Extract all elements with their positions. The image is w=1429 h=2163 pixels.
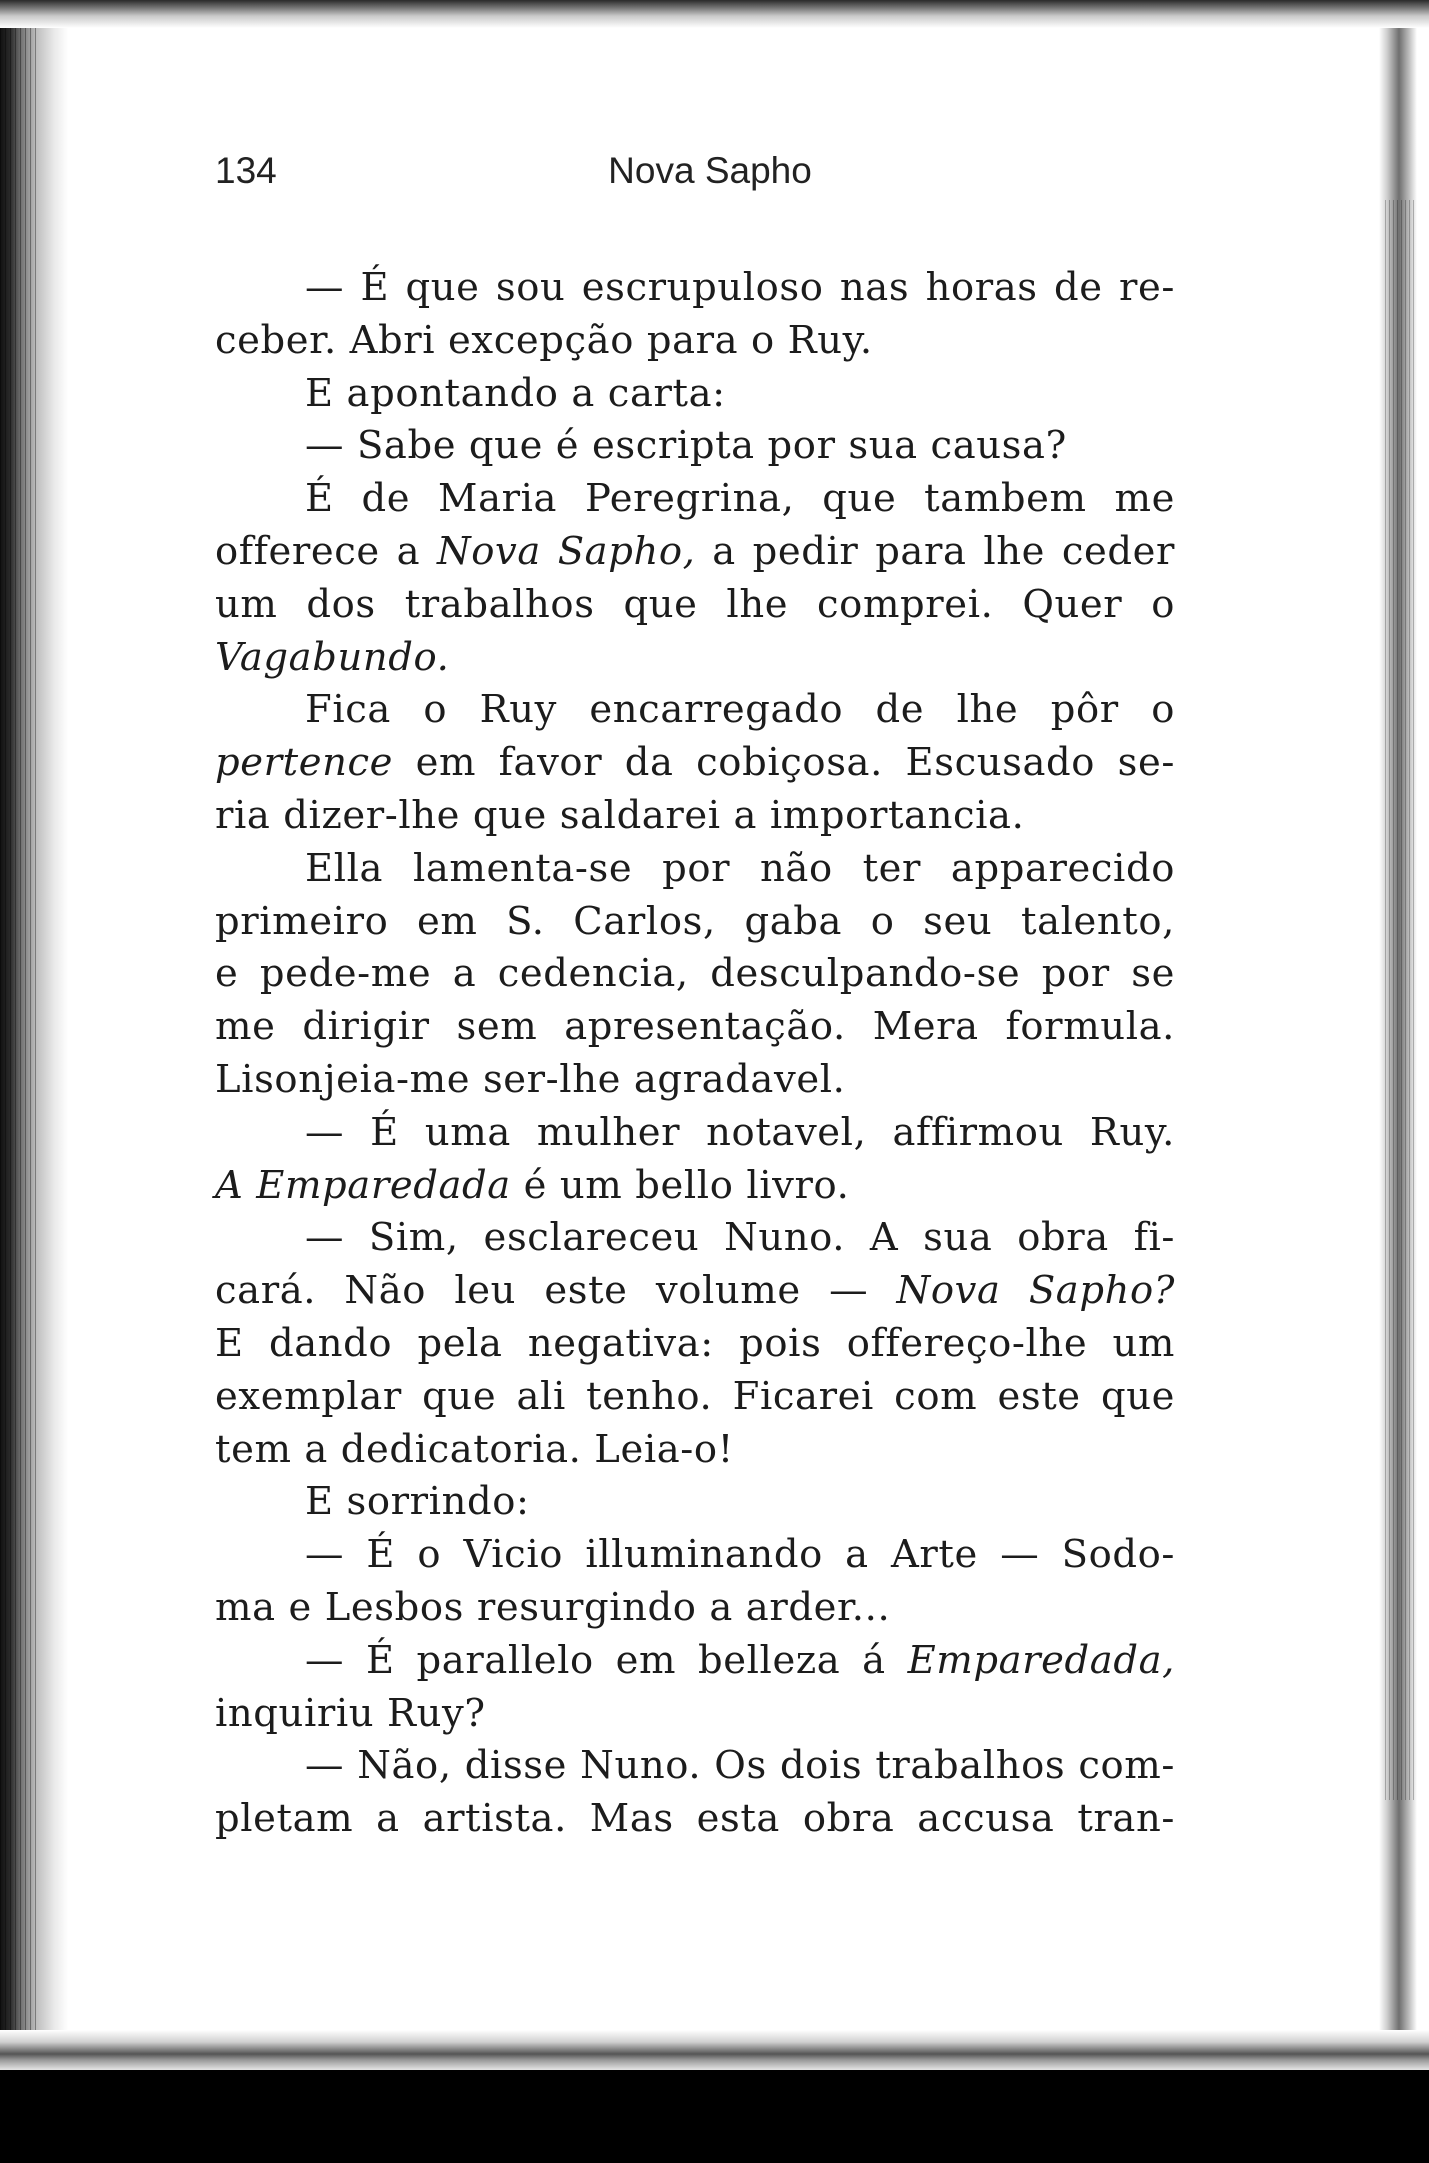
scan-background-bar xyxy=(0,2070,1429,2163)
text-line xyxy=(215,368,1175,421)
text-segment: Fica o Ruy encarregado de lhe pôr o xyxy=(305,687,1175,733)
text-segment: — É uma mulher notavel, affirmou Ruy. xyxy=(305,1109,1175,1155)
italic-text: Vagabundo. xyxy=(215,634,450,680)
text-segment: E dando pela negativa: pois offereço-lhe um xyxy=(215,1320,1175,1366)
text-segment: E apontando a carta: xyxy=(305,370,726,416)
text-line xyxy=(215,1793,1175,1846)
text-segment: ceber. Abri excepção para o Ruy. xyxy=(215,317,873,363)
text-line xyxy=(215,1635,1175,1688)
text-segment: inquiriu Ruy? xyxy=(215,1690,486,1736)
bottom-scan-border xyxy=(0,2030,1429,2070)
text-line xyxy=(215,1688,1175,1741)
text-line xyxy=(215,579,1175,632)
text-segment: E sorrindo: xyxy=(305,1479,530,1525)
text-line xyxy=(215,684,1175,737)
text-line xyxy=(215,1424,1175,1477)
text-segment: pletam a artista. Mas esta obra accusa tran- xyxy=(215,1796,1175,1842)
text-segment: exemplar que ali tenho. Ficarei com este que xyxy=(215,1373,1175,1419)
text-line xyxy=(215,843,1175,896)
italic-text: Nova Sapho? xyxy=(896,1268,1176,1314)
text-line xyxy=(215,1107,1175,1160)
italic-text: Emparedada, xyxy=(907,1637,1175,1683)
text-line xyxy=(215,1476,1175,1529)
text-line xyxy=(215,632,1175,685)
text-segment: Ella lamenta-se por não ter apparecido xyxy=(305,845,1175,891)
italic-text: pertence xyxy=(215,740,394,786)
top-scan-border xyxy=(0,0,1429,28)
text-segment: — É o Vicio illuminando a Arte — Sodo- xyxy=(305,1532,1175,1578)
text-line xyxy=(215,737,1175,790)
text-line xyxy=(215,896,1175,949)
text-line xyxy=(215,1160,1175,1213)
running-title: Nova Sapho xyxy=(608,150,812,191)
text-line xyxy=(215,948,1175,1001)
text-segment: tem a dedicatoria. Leia-o! xyxy=(215,1426,734,1472)
text-segment: É de Maria Peregrina, que tambem me xyxy=(305,476,1175,522)
text-line xyxy=(215,315,1175,368)
page-stack-edge-right xyxy=(1385,200,1415,1800)
text-line xyxy=(215,1212,1175,1265)
text-line xyxy=(215,1054,1175,1107)
text-line xyxy=(215,1529,1175,1582)
text-segment: em favor da cobiçosa. Escusado se- xyxy=(393,740,1175,786)
text-segment: me dirigir sem apresentação. Mera formula. xyxy=(215,1004,1175,1050)
text-segment: Lisonjeia-me ser-lhe agradavel. xyxy=(215,1056,846,1102)
italic-text: A Emparedada xyxy=(215,1162,511,1208)
text-line xyxy=(215,1265,1175,1318)
text-segment: ria dizer-lhe que saldarei a importancia. xyxy=(215,792,1025,838)
page-stack-edge-left xyxy=(0,0,40,2163)
page-number: 134 xyxy=(215,150,277,191)
text-segment: primeiro em S. Carlos, gaba o seu talento, xyxy=(215,898,1175,944)
text-segment: a pedir para lhe ceder xyxy=(695,528,1175,574)
text-line xyxy=(215,526,1175,579)
text-segment: cará. Não leu este volume — xyxy=(215,1268,897,1314)
text-segment: — É que sou escrupuloso nas horas de re- xyxy=(305,265,1175,310)
text-line xyxy=(215,1371,1175,1424)
text-line xyxy=(215,1001,1175,1054)
text-line xyxy=(215,262,1175,315)
text-segment: offerece a xyxy=(215,528,437,574)
text-line xyxy=(215,790,1175,843)
text-segment: — Sabe que é escripta por sua causa? xyxy=(305,423,1067,469)
text-line xyxy=(215,1582,1175,1635)
page-header xyxy=(215,150,1205,200)
text-segment: — É parallelo em belleza á xyxy=(305,1637,908,1683)
text-line xyxy=(215,1740,1175,1793)
italic-text: Nova Sapho, xyxy=(436,528,696,574)
text-segment: é um bello livro. xyxy=(510,1162,850,1208)
text-segment: ma e Lesbos resurgindo a arder... xyxy=(215,1584,891,1630)
text-segment: e pede-me a cedencia, desculpando-se por se xyxy=(215,951,1175,997)
text-segment: um dos trabalhos que lhe comprei. Quer o xyxy=(215,581,1175,627)
body-text xyxy=(215,262,1175,1846)
text-segment: — Sim, esclareceu Nuno. A sua obra fi- xyxy=(305,1215,1175,1261)
text-segment: — Não, disse Nuno. Os dois trabalhos com- xyxy=(305,1743,1175,1789)
text-line xyxy=(215,1318,1175,1371)
text-line xyxy=(215,473,1175,526)
text-line xyxy=(215,420,1175,473)
